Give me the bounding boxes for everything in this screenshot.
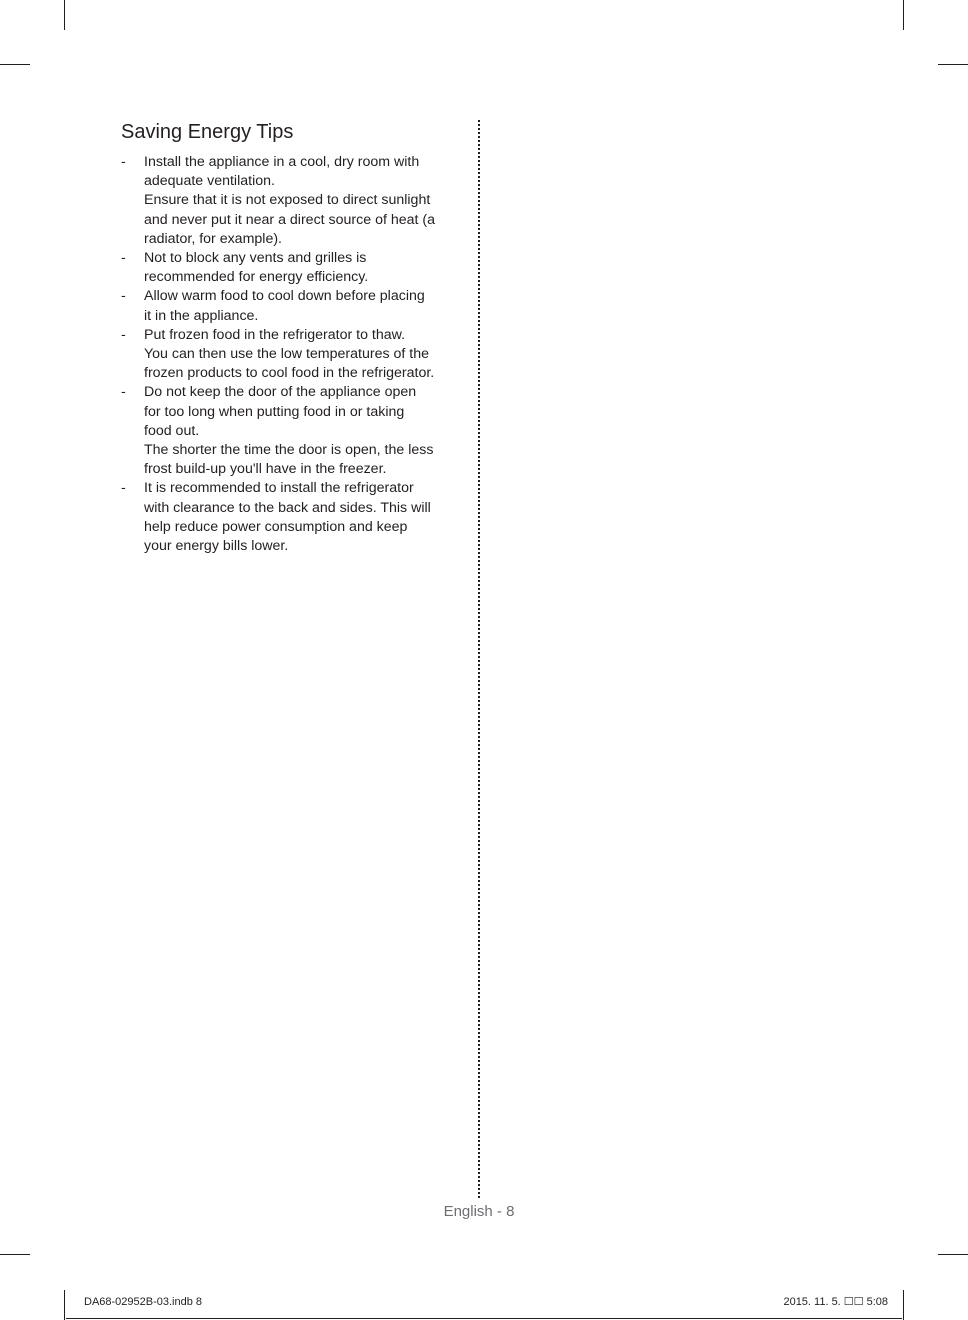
tip-item <box>121 249 466 287</box>
crop-mark-left-lower <box>0 1254 30 1255</box>
crop-mark-right-upper <box>938 64 968 65</box>
tip-text-line: frost build-up you'll have in the freezer. <box>144 461 387 478</box>
tip-item <box>121 287 466 325</box>
bullet-dash: - <box>121 326 126 343</box>
tip-text-line: food out. <box>144 422 200 439</box>
tip-text-line: radiator, for example). <box>144 230 282 247</box>
crop-mark-bottom-right <box>903 1290 904 1320</box>
bullet-dash: - <box>121 250 126 267</box>
footer-datetime: 2015. 11. 5. ☐☐ 5:08 <box>783 1296 888 1308</box>
page-number: English - 8 <box>443 1203 515 1220</box>
crop-mark-left-upper <box>0 64 30 65</box>
footer-rule <box>66 1318 902 1319</box>
tip-text-line: The shorter the time the door is open, the less <box>144 442 434 459</box>
crop-mark-top-right <box>903 0 904 30</box>
tips-list <box>121 153 466 556</box>
crop-mark-right-lower <box>938 1254 968 1255</box>
tip-text-line: Ensure that it is not exposed to direct sunlight <box>144 192 431 209</box>
tip-text-line: for too long when putting food in or taking <box>144 403 405 420</box>
tip-item <box>121 383 466 479</box>
column-divider <box>478 120 480 1198</box>
tip-text-line: with clearance to the back and sides. This will <box>144 499 431 516</box>
tip-text-line: You can then use the low temperatures of the <box>144 346 429 363</box>
tip-text-line: Put frozen food in the refrigerator to thaw. <box>144 326 406 343</box>
crop-mark-bottom-left <box>64 1290 65 1320</box>
tip-text-line: and never put it near a direct source of heat (a <box>144 211 436 228</box>
tip-text-line: Do not keep the door of the appliance open <box>144 384 417 401</box>
bullet-dash: - <box>121 384 126 401</box>
tip-item <box>121 479 466 556</box>
bullet-dash: - <box>121 288 126 305</box>
tip-text-line: It is recommended to install the refrigerator <box>144 480 414 497</box>
tip-text-line: help reduce power consumption and keep <box>144 518 408 535</box>
tip-text-line: Install the appliance in a cool, dry room with <box>144 154 420 170</box>
bullet-dash: - <box>121 154 126 170</box>
tip-text-line: adequate ventilation. <box>144 173 275 190</box>
tip-text-line: recommended for energy efficiency. <box>144 269 369 286</box>
tip-text-line: frozen products to cool food in the refrigerator. <box>144 365 435 382</box>
tip-text-line: Allow warm food to cool down before placing <box>144 288 425 305</box>
tip-text-line: your energy bills lower. <box>144 538 289 555</box>
tip-item <box>121 326 466 384</box>
crop-mark-top-left <box>64 0 65 30</box>
tip-text-line: it in the appliance. <box>144 307 259 324</box>
tip-text-line: Not to block any vents and grilles is <box>144 250 367 267</box>
tip-item <box>121 153 466 249</box>
bullet-dash: - <box>121 480 126 497</box>
section-title: Saving Energy Tips <box>121 121 294 143</box>
footer-file-info: DA68-02952B-03.indb 8 <box>84 1296 203 1308</box>
